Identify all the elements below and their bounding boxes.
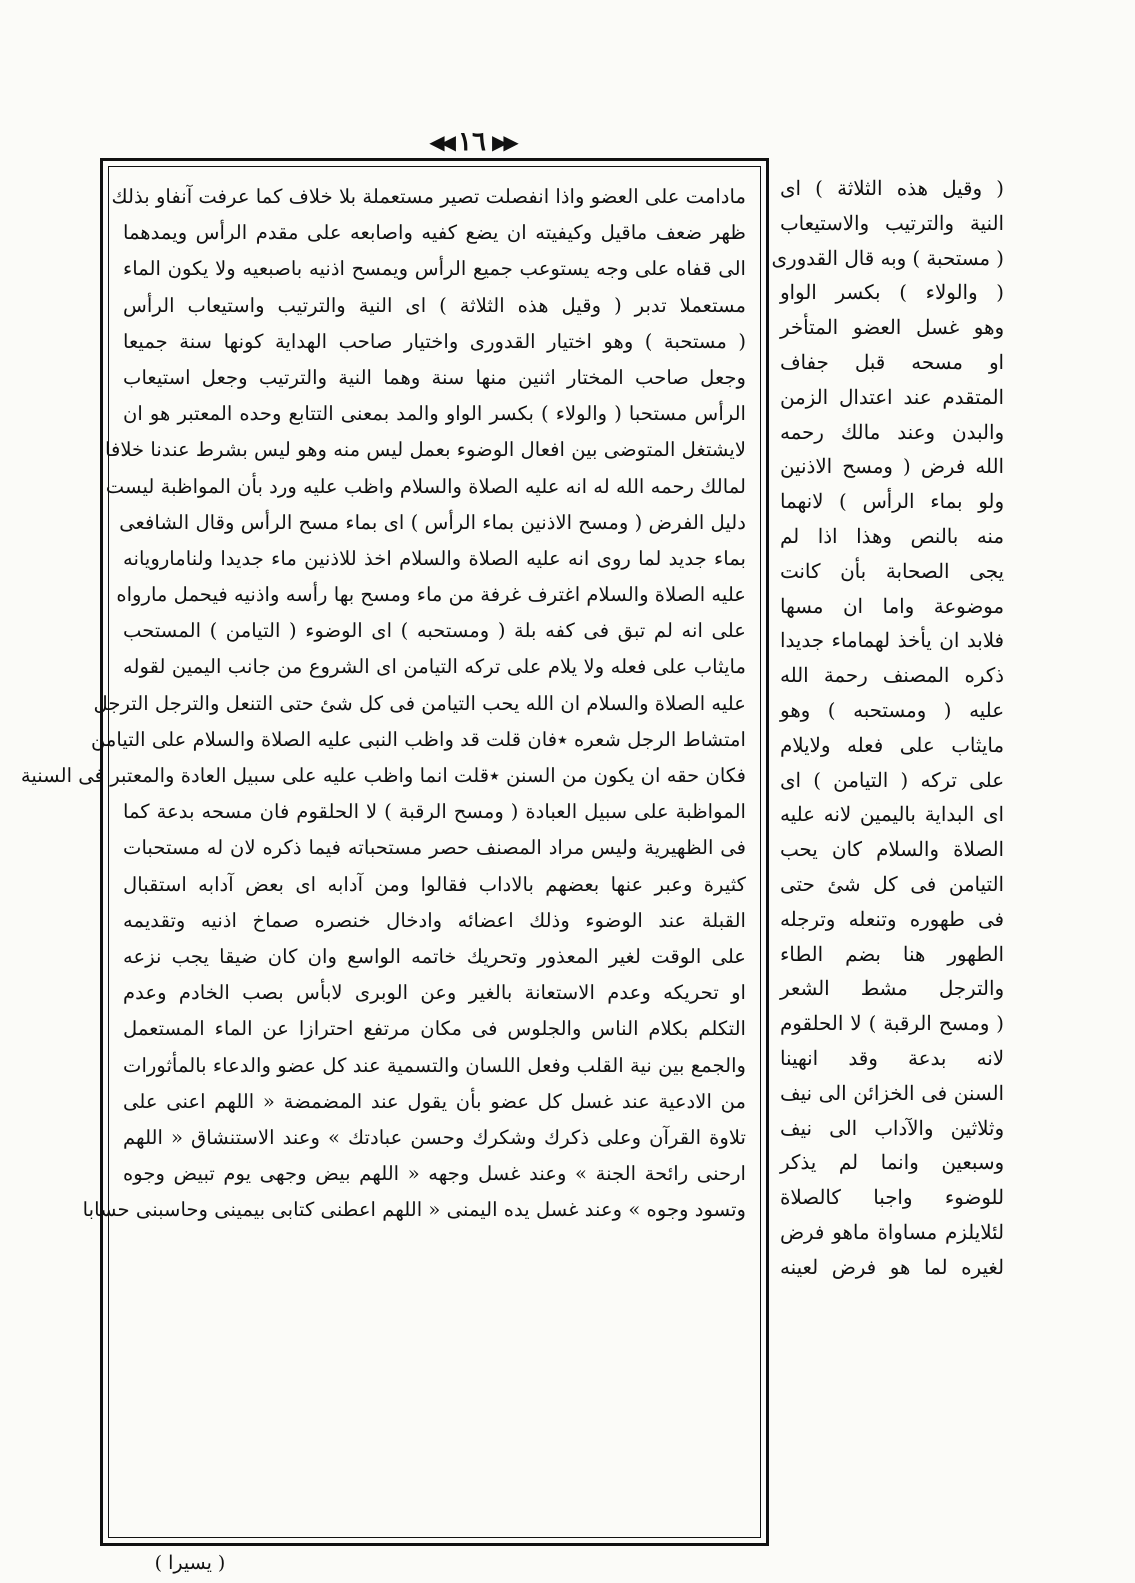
margin-line: والترجل مشط الشعر [780, 977, 1004, 1001]
ornament-left: ◀◀ [429, 130, 453, 154]
main-text-line: دليل الفرض ( ومسح الاذنين بماء الرأس ) اى بماء مسح الرأس وقال الشافعى [119, 510, 746, 534]
main-text-line: وتسود وجوه » وعند غسل يده اليمنى « اللهم اعطنى كتابى بيمينى وحاسبنى حسابا [82, 1198, 746, 1222]
margin-line: النية والترتيب والاستيعاب [780, 211, 1004, 235]
margin-line: للوضوء واجبا كالصلاة [780, 1186, 1004, 1210]
page-number [418, 124, 526, 160]
margin-line: على تركه ( التيامن ) اى [780, 768, 1004, 792]
main-text-line: لمالك رحمه الله له انه عليه الصلاة والسلام واظب عليه ورد بأن المواظبة ليست [105, 474, 746, 498]
main-text-line: مايثاب على فعله ولا يلام على تركه التيامن اى الشروع من جانب اليمين لقوله [123, 655, 746, 679]
main-text-line: على الوقت لغير المعذور وتحريك خاتمه الواسع وان كان ضيقا يجب نزعه [123, 944, 746, 968]
margin-line: لانه بدعة وقد انهينا [780, 1046, 1004, 1070]
margin-line: ولو بماء الرأس ) لانهما [780, 490, 1004, 514]
main-text-line: ( مستحبة ) وهو اختيار القدورى واختيار صاحب الهداية كونها سنة جميعا [123, 329, 746, 353]
margin-line: ( ومسح الرقبة ) لا الحلقوم [780, 1012, 1004, 1036]
margin-line: وثلاثين والآداب الى نيف [780, 1116, 1004, 1140]
margin-line: وسبعين وانما لم يذكر [780, 1151, 1004, 1175]
main-text-line: عليه الصلاة والسلام اغترف غرفة من ماء ومسح بها رأسه واذنيه فيحمل مارواه [116, 583, 746, 607]
main-text-line: المواظبة على سبيل العبادة ( ومسح الرقبة ) لا الحلقوم فان مسحه بدعة كما [123, 800, 746, 824]
main-text-line: التكلم بكلام الناس والجلوس فى مكان مرتفع احترازا عن الماء المستعمل [123, 1017, 746, 1041]
main-text-line: وجعل صاحب المختار اثنين منها سنة وهما النية والترتيب وجعل استيعاب [123, 365, 746, 389]
margin-line: الصلاة والسلام كان يحب [780, 838, 1004, 862]
main-text-line: مستعملا تدبر ( وقيل هذه الثلاثة ) اى النية والترتيب واستيعاب الرأس [123, 293, 746, 317]
main-text-line: تلاوة القرآن وعلى ذكرك وشكرك وحسن عبادتك » وعند الاستنشاق « اللهم [123, 1125, 746, 1149]
main-text-frame [20, 158, 769, 1546]
main-text-line: الى قفاه على وجه يستوعب جميع الرأس ويمسح اذنيه باصبعيه ولا يكون الماء [123, 257, 746, 281]
main-text-line: عليه الصلاة والسلام ان الله يحب التيامن فى كل شئ حتى التنعل والترجل الترجل [93, 691, 746, 715]
margin-line: او مسحه قبل جفاف [780, 350, 1004, 374]
main-text-line: او تحريكه وعدم الاستعانة بالغير وعن الوبرى لابأس بصب الخادم وعدم [123, 981, 746, 1005]
margin-line: فى طهوره وتنعله وترجله [780, 907, 1004, 931]
margin-line: مايثاب على فعله ولايلام [780, 733, 1004, 757]
main-text-line: والجمع بين نية القلب وفعل اللسان والتسمية عند كل عضو والدعاء بالمأثورات [123, 1053, 746, 1077]
margin-line: ( وقيل هذه الثلاثة ) اى [780, 177, 1004, 200]
main-text-line: القبلة عند الوضوء وذلك اعضائه وادخال خنصره صماخ اذنيه وتقديمه [123, 908, 746, 932]
margin-line: والبدن وعند مالك رحمه [780, 420, 1004, 444]
margin-line: المتقدم عند اعتدال الزمن [780, 385, 1004, 409]
margin-line: ذكره المصنف رحمة الله [780, 664, 1004, 688]
main-text-line: كثيرة وعبر عنها بعضهم بالاداب فقالوا ومن آدابه اى بعض آدابه استقبال [123, 872, 746, 896]
margin-line: منه بالنص وهذا اذا لم [780, 524, 1004, 548]
page-number-text: ١٦ [458, 127, 486, 157]
margin-line: ( مستحبة ) وبه قال القدورى [771, 246, 1004, 270]
main-text-line: على انه لم تبق فى كفه بلة ( ومستحبه ) اى الوضوء ( التيامن ) المستحب [123, 619, 746, 643]
margin-line: السنن فى الخزائن الى نيف [780, 1081, 1004, 1105]
main-text-line: لايشتغل المتوضى بين افعال الوضوء بعمل ليس منه وهو ليس بشرط عندنا خلافا [105, 438, 746, 462]
catchword: ( يسيرا ) [154, 1552, 226, 1574]
margin-line: لغيره لما هو فرض لعينه [780, 1255, 1004, 1279]
margin-line: ( والولاء ) بكسر الواو [780, 281, 1004, 305]
main-text-line: فى الظهيرية وليس مراد المصنف حصر مستحباته فيما ذكره لان له مستحبات [123, 836, 746, 860]
margin-commentary [771, 172, 1004, 1462]
main-text-line: بماء جديد لما روى انه عليه الصلاة والسلام اخذ للاذنين ماء جديدا ولنامارويانه [123, 546, 746, 570]
main-text-line: الرأس مستحبا ( والولاء ) بكسر الواو والمد بمعنى التتابع وحده المعتبر هو ان [123, 402, 746, 426]
main-text-line: ارحنى رائحة الجنة » وعند غسل وجهه « اللهم بيض وجهى يوم تبيض وجوه [123, 1162, 746, 1186]
main-text-line: ظهر ضعف ماقيل وكيفيته ان يضع كفيه واصابعه على مقدم الرأس ويمدهما [123, 221, 746, 245]
main-text-body [20, 166, 761, 1538]
margin-line: التيامن فى كل شئ حتى [780, 872, 1004, 896]
main-text-line: من الادعية عند غسل كل عضو بأن يقول عند المضمضة « اللهم اعنى على [123, 1089, 746, 1113]
margin-line: فلابد ان يأخذ لهماماء جديدا [780, 629, 1004, 653]
margin-line: اى البداية باليمين لانه عليه [780, 803, 1004, 827]
margin-line: الطهور هنا بضم الطاء [780, 942, 1004, 966]
main-text-line: فكان حقه ان يكون من السنن ٭قلت انما واظب عليه على سبيل العادة والمعتبر فى السنية [20, 764, 746, 787]
margin-line: وهو غسل العضو المتأخر [780, 316, 1004, 340]
margin-line: لئلايلزم مساواة ماهو فرض [780, 1220, 1004, 1244]
main-text-line: مادامت على العضو واذا انفصلت تصير مستعملة بلا خلاف كما عرفت آنفاو بذلك [111, 185, 746, 208]
ornament-right: ▶▶ [491, 130, 515, 154]
margin-line: عليه ( ومستحبه ) وهو [780, 698, 1004, 722]
main-text-line: امتشاط الرجل شعره ٭فان قلت قد واظب النبى عليه الصلاة والسلام على التيامن [90, 727, 746, 751]
margin-line: الله فرض ( ومسح الاذنين [780, 455, 1004, 479]
margin-line: يجى الصحابة بأن كانت [780, 559, 1004, 583]
margin-line: موضوعة واما ان مسها [780, 594, 1004, 618]
